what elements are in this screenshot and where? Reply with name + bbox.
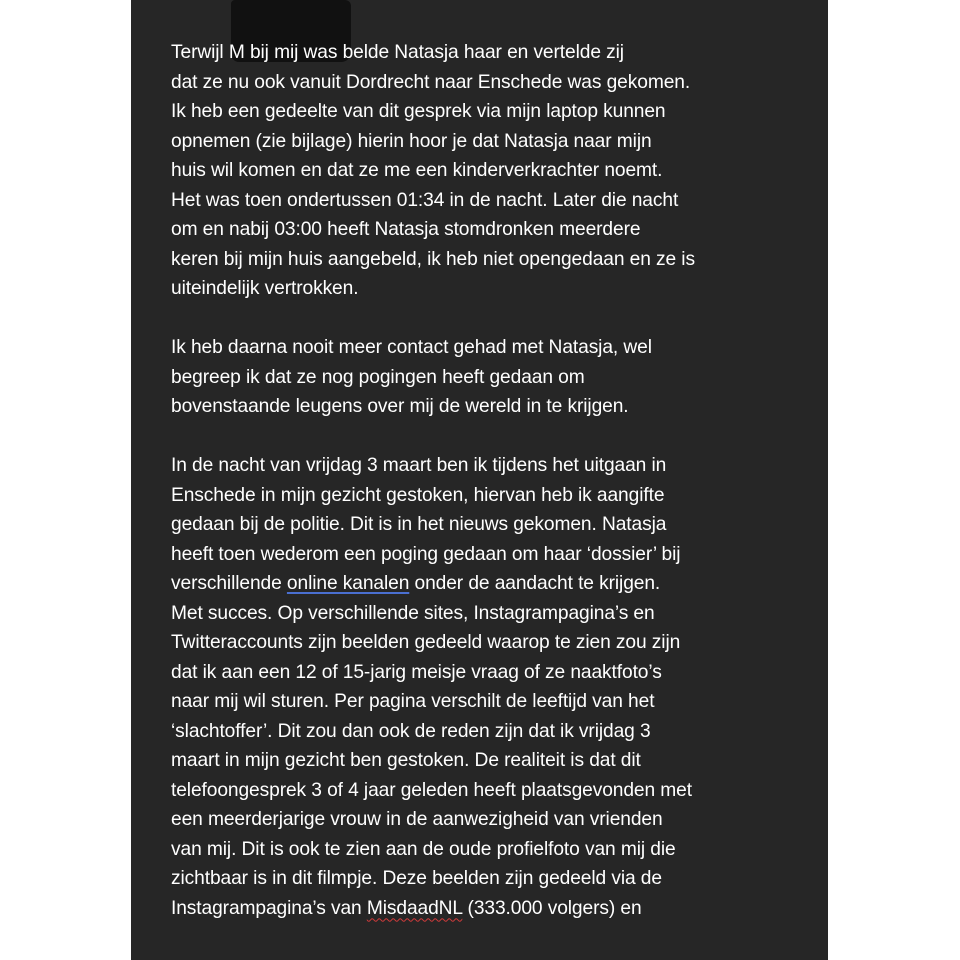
document-body xyxy=(171,38,801,923)
paragraph-3-text-start: In de nacht van vrijdag 3 maart ben ik tijdens het uitgaan in Enschede in mijn gezicht gestoken, hiervan heb ik aangifte gedaan bij de politie. Dit is in het nieuws gekomen. Natasja heeft toen wederom een poging gedaan om haar ‘dossier’ bij verschillende xyxy=(171,455,681,594)
paragraph-3-text-end: (333.000 volgers) en xyxy=(462,897,642,919)
paragraph-3 xyxy=(171,451,801,923)
paragraph-3-text-middle: onder de aandacht te krijgen. Met succes. Op verschillende sites, Instagrampagina’s en Twitteraccounts zijn beelden gedeeld waarop te zien zou zijn dat ik aan een 12 of 15-jarig meisje vraag of ze naaktfoto’s naar mij wil sturen. Per pagina verschilt de leeftijd van het ‘slachtoffer’. Dit zou dan ook de reden zijn dat ik vrijdag 3 maart in mijn gezicht ben gestoken. De realiteit is dat dit telefoongesprek 3 of 4 jaar geleden heeft plaatsgevonden met een meerderjarige vrouw in de aanwezigheid van vrienden van mij. Dit is ook te zien aan de oude profielfoto van mij die zichtbaar is in dit filmpje. Deze beelden zijn gedeeld via de Instagrampagina’s van xyxy=(171,573,692,919)
document-page xyxy=(131,0,828,960)
online-kanalen-link[interactable]: online kanalen xyxy=(286,573,410,594)
paragraph-1: Terwijl M bij mij was belde Natasja haar en vertelde zij dat ze nu ook vanuit Dordrecht naar Enschede was gekomen. Ik heb een gedeelte van dit gesprek via mijn laptop kunnen opnemen (zie bijlage) hierin hoor je dat Natasja naar mijn huis wil komen en dat ze me een kinderverkrachter noemt. Het was toen ondertussen 01:34 in de nacht. Later die nacht om en nabij 03:00 heeft Natasja stomdronken meerdere keren bij mijn huis aangebeld, ik heb niet opengedaan en ze is uiteindelijk vertrokken. xyxy=(171,42,695,299)
misdaadnl-spellcheck-word: MisdaadNL xyxy=(366,897,463,919)
paragraph-2: Ik heb daarna nooit meer contact gehad met Natasja, wel begreep ik dat ze nog pogingen heeft gedaan om bovenstaande leugens over mij de wereld in te krijgen. xyxy=(171,337,652,417)
